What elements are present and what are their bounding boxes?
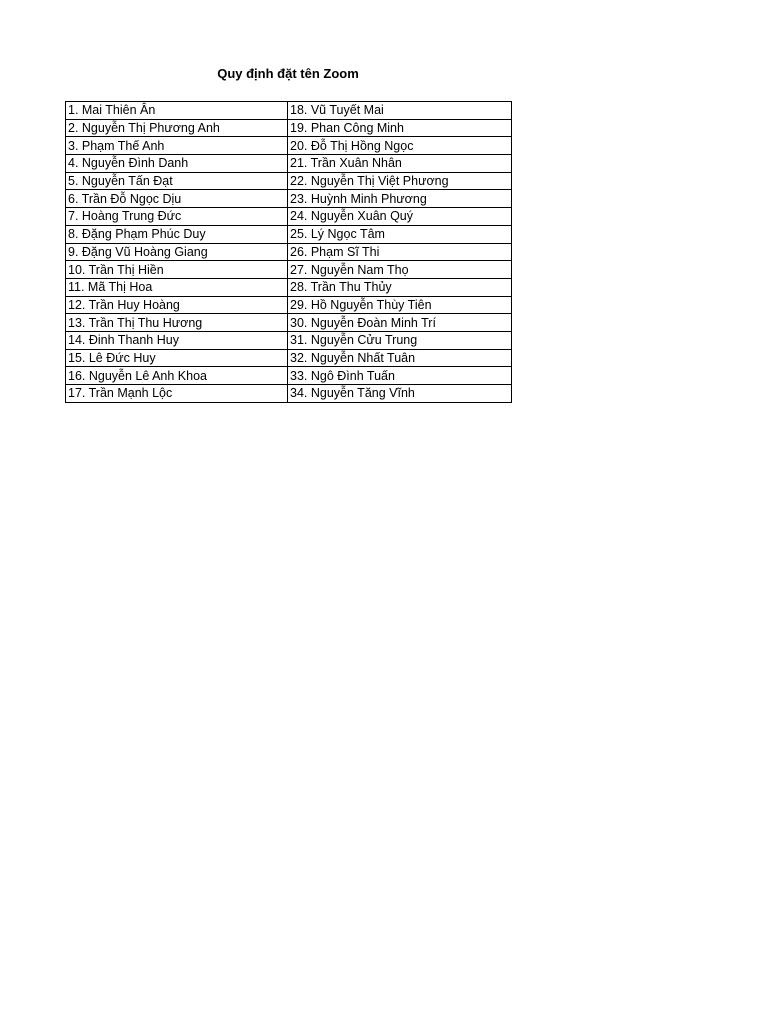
table-cell: 30. Nguyễn Đoàn Minh Trí xyxy=(288,314,512,332)
table-cell: 23. Huỳnh Minh Phương xyxy=(288,190,512,208)
table-row xyxy=(66,296,512,314)
table-cell: 27. Nguyễn Nam Thọ xyxy=(288,261,512,279)
table-cell: 7. Hoàng Trung Đức xyxy=(66,208,288,226)
table-cell: 9. Đặng Vũ Hoàng Giang xyxy=(66,243,288,261)
table-cell: 32. Nguyễn Nhất Tuân xyxy=(288,349,512,367)
table-cell: 3. Phạm Thế Anh xyxy=(66,137,288,155)
document-title: Quy định đặt tên Zoom xyxy=(217,66,359,81)
table-cell: 29. Hồ Nguyễn Thùy Tiên xyxy=(288,296,512,314)
table-cell: 11. Mã Thị Hoa xyxy=(66,278,288,296)
table-row xyxy=(66,278,512,296)
table-cell: 12. Trần Huy Hoàng xyxy=(66,296,288,314)
table-cell: 2. Nguyễn Thị Phương Anh xyxy=(66,119,288,137)
name-table-body xyxy=(66,102,512,403)
table-cell: 22. Nguyễn Thị Việt Phương xyxy=(288,172,512,190)
name-table xyxy=(65,101,512,403)
table-cell: 31. Nguyễn Cửu Trung xyxy=(288,331,512,349)
table-row xyxy=(66,261,512,279)
table-cell: 6. Trần Đỗ Ngọc Dịu xyxy=(66,190,288,208)
table-cell: 5. Nguyễn Tấn Đạt xyxy=(66,172,288,190)
table-row xyxy=(66,102,512,120)
table-row xyxy=(66,314,512,332)
table-cell: 34. Nguyễn Tăng Vĩnh xyxy=(288,385,512,403)
table-row xyxy=(66,208,512,226)
table-cell: 28. Trần Thu Thủy xyxy=(288,278,512,296)
table-row xyxy=(66,155,512,173)
table-row xyxy=(66,190,512,208)
table-row xyxy=(66,349,512,367)
table-cell: 4. Nguyễn Đình Danh xyxy=(66,155,288,173)
table-row xyxy=(66,367,512,385)
table-cell: 14. Đinh Thanh Huy xyxy=(66,331,288,349)
table-row xyxy=(66,225,512,243)
table-row xyxy=(66,331,512,349)
table-cell: 13. Trần Thị Thu Hương xyxy=(66,314,288,332)
table-cell: 33. Ngô Đình Tuấn xyxy=(288,367,512,385)
table-cell: 21. Trần Xuân Nhân xyxy=(288,155,512,173)
table-cell: 20. Đỗ Thị Hồng Ngọc xyxy=(288,137,512,155)
table-cell: 19. Phan Công Minh xyxy=(288,119,512,137)
table-cell: 8. Đặng Phạm Phúc Duy xyxy=(66,225,288,243)
table-cell: 1. Mai Thiên Ân xyxy=(66,102,288,120)
table-row xyxy=(66,385,512,403)
table-row xyxy=(66,172,512,190)
table-row xyxy=(66,137,512,155)
table-cell: 26. Phạm Sĩ Thi xyxy=(288,243,512,261)
table-cell: 18. Vũ Tuyết Mai xyxy=(288,102,512,120)
table-cell: 25. Lý Ngọc Tâm xyxy=(288,225,512,243)
table-cell: 24. Nguyễn Xuân Quý xyxy=(288,208,512,226)
table-row xyxy=(66,119,512,137)
table-cell: 17. Trần Mạnh Lộc xyxy=(66,385,288,403)
table-cell: 15. Lê Đức Huy xyxy=(66,349,288,367)
table-cell: 16. Nguyễn Lê Anh Khoa xyxy=(66,367,288,385)
table-row xyxy=(66,243,512,261)
table-cell: 10. Trần Thị Hiền xyxy=(66,261,288,279)
